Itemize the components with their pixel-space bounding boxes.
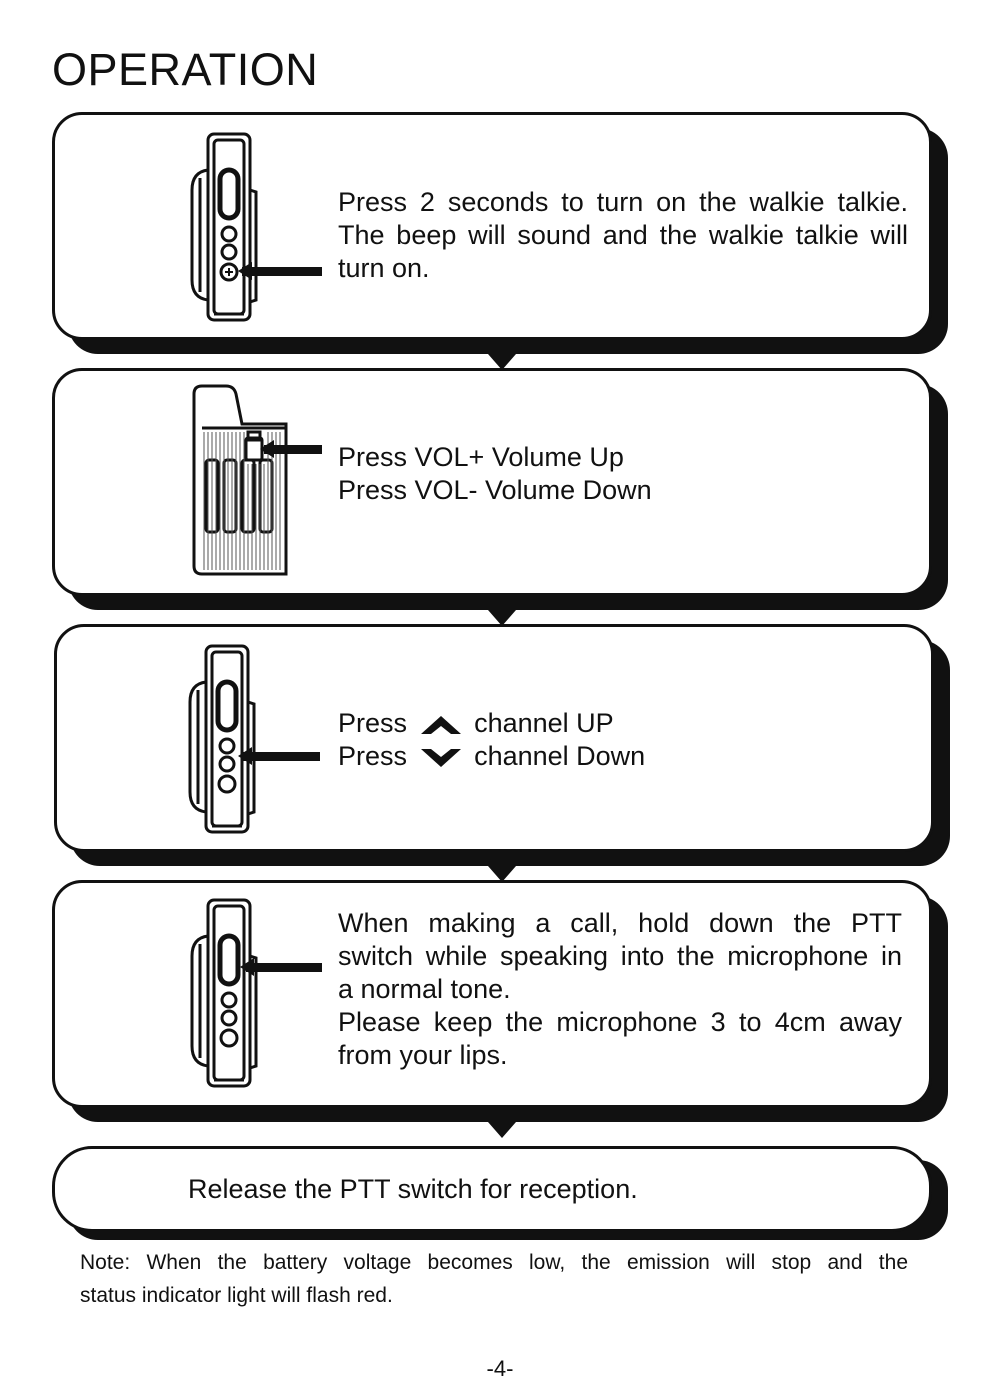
step-3-line-2 [338, 740, 898, 773]
step-3-line-1-prefix: Press [338, 708, 408, 738]
battery-note [80, 1246, 908, 1312]
page-number: -4- [486, 1356, 514, 1381]
walkie-talkie-side-ptt-icon [186, 896, 326, 1091]
step-3-text [338, 707, 898, 773]
step-1-text [338, 186, 908, 285]
triangle-up-icon [419, 714, 463, 736]
step-2-line-2: Press VOL- Volume Down [338, 475, 652, 505]
step-3-line-2-suffix: channel Down [474, 741, 646, 771]
step-1-line-3: turn on. [338, 253, 430, 283]
step-4-line-1: When making a call, hold down the PTT [338, 908, 902, 938]
page-title: OPERATION [52, 44, 319, 95]
step-1-line-2: The beep will sound and the walkie talkie will [338, 220, 908, 250]
step-3-line-1-suffix: channel UP [474, 708, 614, 738]
step-5-text [188, 1173, 888, 1206]
walkie-talkie-volume-icon [186, 384, 326, 580]
step-5-line-1: Release the PTT switch for reception. [188, 1174, 638, 1204]
triangle-down-icon [419, 747, 463, 769]
step-4-text [338, 907, 902, 1072]
step-2-text [338, 441, 898, 507]
walkie-talkie-side-channel-icon [184, 642, 324, 837]
connector-arrow-4 [488, 1122, 516, 1138]
step-3-line-2-prefix: Press [338, 741, 408, 771]
step-4-line-2: switch while speaking into the microphone in [338, 941, 902, 971]
walkie-talkie-side-power-icon [186, 130, 326, 325]
step-4-line-4: Please keep the microphone 3 to 4cm away [338, 1007, 902, 1037]
step-4-line-3: a normal tone. [338, 974, 511, 1004]
step-4-line-5: from your lips. [338, 1040, 508, 1070]
note-line-1: Note: When the battery voltage becomes low, the emission will stop and the [80, 1251, 908, 1274]
note-line-2: status indicator light will flash red. [80, 1284, 393, 1307]
step-3-line-1 [338, 707, 898, 740]
step-2-line-1: Press VOL+ Volume Up [338, 442, 624, 472]
step-1-line-1: Press 2 seconds to turn on the walkie talkie. [338, 187, 908, 217]
